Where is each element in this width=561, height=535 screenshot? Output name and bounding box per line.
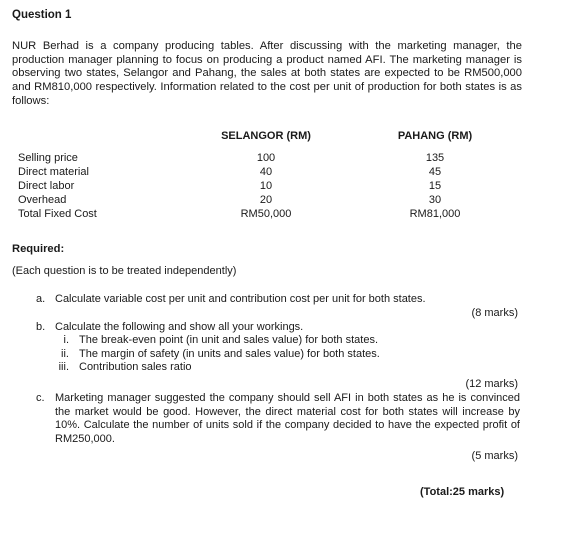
question-a <box>36 293 516 307</box>
selangor-value: 20 <box>259 194 273 206</box>
pahang-value: 15 <box>428 180 442 192</box>
subitem-text: The margin of safety (in units and sales value) for both states. <box>79 348 380 360</box>
table-row <box>18 193 518 207</box>
marks-b: (12 marks) <box>465 378 518 390</box>
table-row <box>18 151 518 165</box>
question-b <box>36 321 516 335</box>
table-row <box>18 207 518 221</box>
row-label: Total Fixed Cost <box>18 208 97 220</box>
marks-c: (5 marks) <box>471 450 518 462</box>
pahang-value: 30 <box>428 194 442 206</box>
selangor-value: 100 <box>256 152 276 164</box>
selangor-value: RM50,000 <box>240 208 292 220</box>
selangor-value: 10 <box>259 180 273 192</box>
subitem-text: The break-even point (in unit and sales value) for both states. <box>79 334 379 346</box>
question-c <box>36 392 520 448</box>
row-label: Direct material <box>18 166 89 178</box>
subitem-number: ii. <box>61 348 69 360</box>
question-title: Question 1 <box>12 9 72 21</box>
pahang-value: 45 <box>428 166 442 178</box>
table-row <box>18 165 518 179</box>
question-text: Marketing manager suggested the company should sell AFI in both states as he is convinced the market would be good. However, the direct material cost for both states will increase by 10%. Calculate the number of units sold if the company decided to have the expected profit of RM250,000. <box>55 392 520 445</box>
question-text: Calculate variable cost per unit and contribution cost per unit for both states. <box>55 293 426 305</box>
row-label: Overhead <box>18 194 67 206</box>
pahang-value: 135 <box>425 152 445 164</box>
required-heading: Required: <box>12 243 65 255</box>
pahang-column-header: PAHANG (RM) <box>397 130 473 142</box>
selangor-value: 40 <box>259 166 273 178</box>
instruction-note: (Each question is to be treated independently) <box>12 265 237 277</box>
marks-a: (8 marks) <box>471 307 518 319</box>
table-row <box>18 179 518 193</box>
question-letter: c. <box>36 392 45 404</box>
question-letter: b. <box>36 321 46 333</box>
question-text: Calculate the following and show all your workings. <box>55 321 304 333</box>
selangor-column-header: SELANGOR (RM) <box>221 130 311 142</box>
pahang-value: RM81,000 <box>409 208 461 220</box>
subitem-text: Contribution sales ratio <box>79 361 192 373</box>
total-marks: (Total:25 marks) <box>420 486 505 498</box>
subitem-number: i. <box>63 334 69 346</box>
row-label: Selling price <box>18 152 78 164</box>
question-letter: a. <box>36 293 46 305</box>
row-label: Direct labor <box>18 180 75 192</box>
subitem-number: iii. <box>58 361 69 373</box>
intro-paragraph: NUR Berhad is a company producing tables. After discussing with the marketing manager, the production manager planning to focus on producing a product named AFI. The marketing manager is observing two states, Selangor and Pahang, the sales at both states are expected to be RM500,000 and RM810,000 respectively. Information related to the cost per unit of production for both states is as follows: <box>12 40 522 107</box>
